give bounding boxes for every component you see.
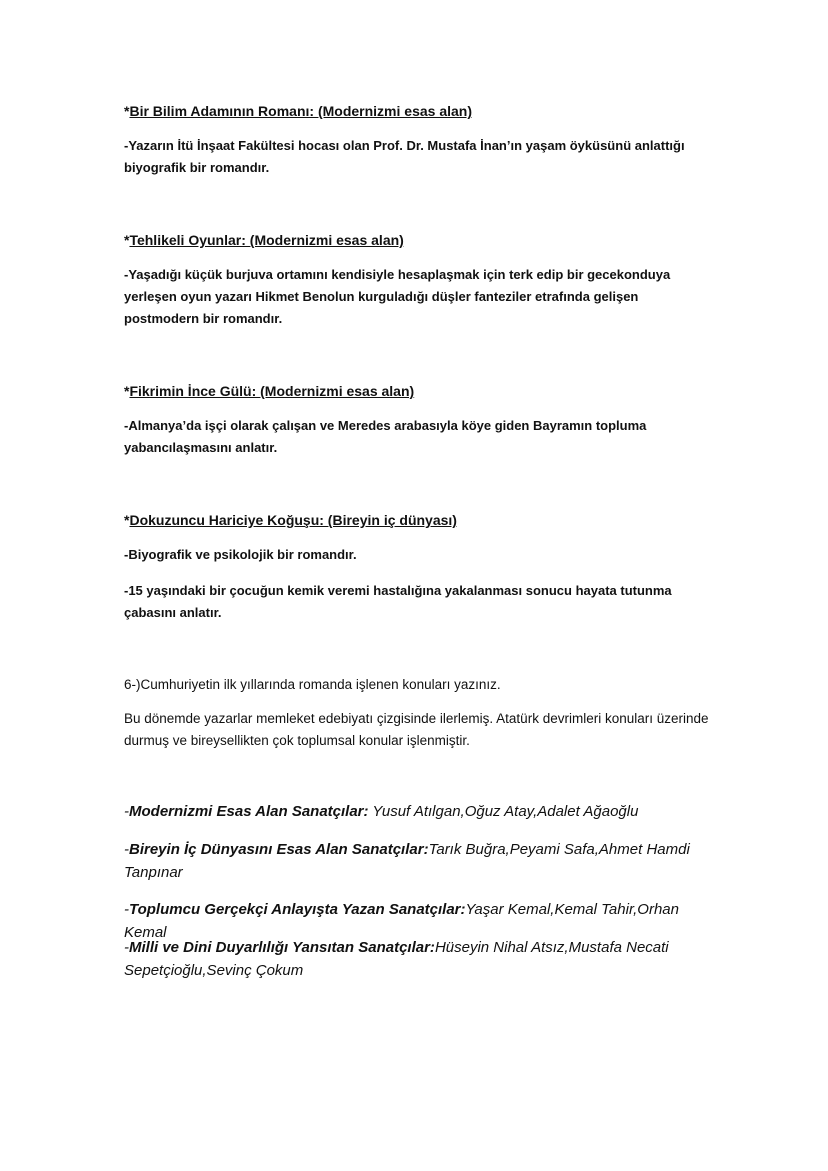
artist-group: -Modernizmi Esas Alan Sanatçılar: Yusuf Atılgan,Oğuz Atay,Adalet Ağaoğlu bbox=[124, 803, 639, 820]
answer-text: Bu dönemde yazarlar memleket edebiyatı çizgisinde ilerlemiş. Atatürk devrimleri konuları üzerinde durmuş ve bireysellikten çok toplumsal konular işlenmiştir. bbox=[124, 711, 709, 748]
artist-group-label: Toplumcu Gerçekçi Anlayışta Yazan Sanatçılar: bbox=[129, 901, 466, 918]
artist-group: -Milli ve Dini Duyarlılığı Yansıtan Sanatçılar:Hüseyin Nihal Atsız,Mustafa Necati Sepetçioğlu,Sevinç Çokum bbox=[124, 939, 669, 979]
section-title: Tehlikeli Oyunlar: (Modernizmi esas alan) bbox=[129, 232, 404, 248]
section-heading: *Dokuzuncu Hariciye Koğuşu: (Bireyin iç dünyası) bbox=[124, 512, 457, 528]
artist-names: Yusuf Atılgan,Oğuz Atay,Adalet Ağaoğlu bbox=[368, 803, 639, 820]
section-description: -Biyografik ve psikolojik bir romandır. bbox=[124, 547, 357, 562]
artist-group: -Toplumcu Gerçekçi Anlayışta Yazan Sanatçılar:Yaşar Kemal,Kemal Tahir,Orhan Kemal bbox=[124, 901, 679, 941]
section-description: -Yaşadığı küçük burjuva ortamını kendisiyle hesaplaşmak için terk edip bir gecekonduya yerleşen oyun yazarı Hikmet Benolun kurguladığı düşler fanteziler etrafında gelişen postmodern bir romandır. bbox=[124, 267, 671, 326]
artist-group-label: Modernizmi Esas Alan Sanatçılar: bbox=[129, 803, 369, 820]
artist-names: Tarık Buğra,Peyami Safa,Ahmet Hamdi Tanpınar bbox=[124, 841, 690, 881]
artist-group-label: Milli ve Dini Duyarlılığı Yansıtan Sanatçılar: bbox=[129, 939, 435, 956]
section-title: Fikrimin İnce Gülü: (Modernizmi esas alan) bbox=[129, 383, 415, 399]
section-description: -15 yaşındaki bir çocuğun kemik veremi hastalığına yakalanması sonucu hayata tutunma çabasını anlatır. bbox=[124, 583, 672, 620]
artist-group: -Bireyin İç Dünyasını Esas Alan Sanatçılar:Tarık Buğra,Peyami Safa,Ahmet Hamdi Tanpınar bbox=[124, 841, 690, 881]
section-heading: *Tehlikeli Oyunlar: (Modernizmi esas alan) bbox=[124, 232, 404, 248]
section-title: Bir Bilim Adamının Romanı: (Modernizmi esas alan) bbox=[129, 103, 472, 119]
section-heading: *Fikrimin İnce Gülü: (Modernizmi esas alan) bbox=[124, 383, 415, 399]
question-text: 6-)Cumhuriyetin ilk yıllarında romanda işlenen konuları yazınız. bbox=[124, 677, 501, 692]
section-heading: *Bir Bilim Adamının Romanı: (Modernizmi esas alan) bbox=[124, 103, 472, 119]
artist-group-label: Bireyin İç Dünyasını Esas Alan Sanatçılar: bbox=[129, 841, 429, 858]
section-title: Dokuzuncu Hariciye Koğuşu: (Bireyin iç dünyası) bbox=[129, 512, 457, 528]
artist-names: Hüseyin Nihal Atsız,Mustafa Necati Sepetçioğlu,Sevinç Çokum bbox=[124, 939, 669, 979]
artist-names: Yaşar Kemal,Kemal Tahir,Orhan Kemal bbox=[124, 901, 679, 941]
section-description: -Yazarın İtü İnşaat Fakültesi hocası olan Prof. Dr. Mustafa İnan’ın yaşam öyküsünü anlattığı biyografik bir romandır. bbox=[124, 138, 685, 175]
section-description: -Almanya’da işçi olarak çalışan ve Meredes arabasıyla köye giden Bayramın topluma yabancılaşmasını anlatır. bbox=[124, 418, 647, 455]
